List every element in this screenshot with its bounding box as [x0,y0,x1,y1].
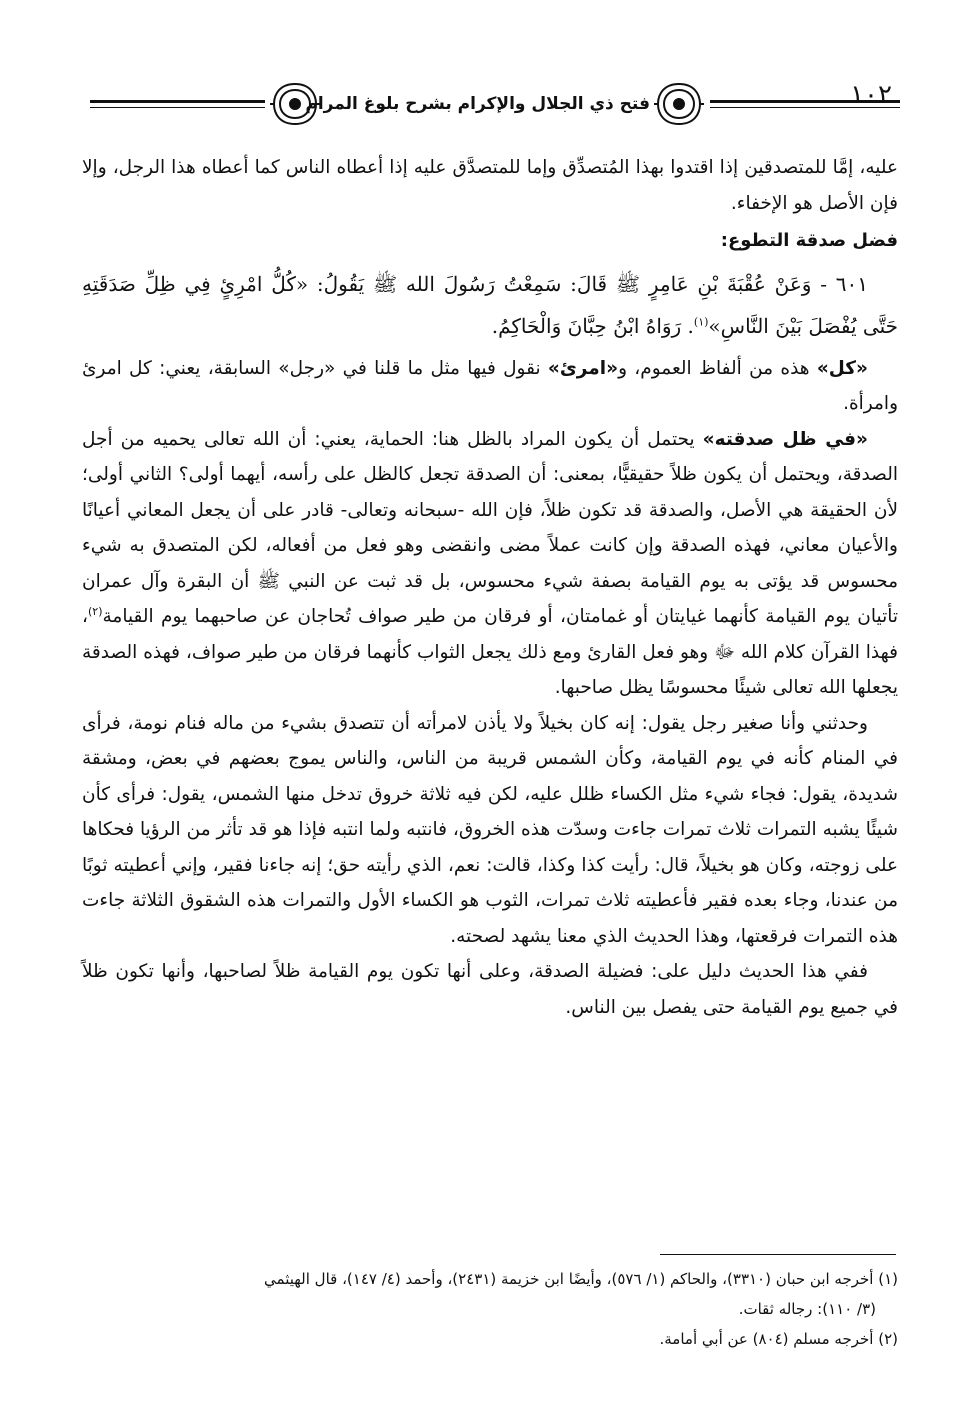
footnote-ref-2[interactable]: (٢) [87,604,103,618]
main-text [82,150,898,1025]
footnote-1-continued: (٣/ ١١٠): رجاله ثقات. [738,1300,876,1318]
paragraph-shade [82,422,898,706]
intro-paragraph: عليه، إمَّا للمتصدقين إذا اقتدوا بهذا المُتصدِّق وإما للمتصدَّق عليه إذا أعطاه الناس كما أعطاه هذا الرجل، وإلا فإن الأصل هو الإخفاء. [82,157,898,214]
hadith-paragraph [82,263,898,347]
ornament-icon [654,80,704,128]
term-kull: «كل» [816,357,868,379]
footnote-1: (١) أخرجه ابن حبان (٣٣١٠)، والحاكم (١/ ٥٧٦)، وأيضًا ابن خزيمة (٢٤٣١)، وأحمد (٤/ ١٤٧)، قال الهيثمي [264,1270,898,1288]
page-number: ١٠٢ [850,80,892,110]
ornament-icon [270,80,320,128]
paragraph-conclusion: ففي هذا الحديث دليل على: فضيلة الصدقة، وعلى أنها تكون يوم القيامة ظلاً لصاحبها، وأنها تكون ظلاً في جميع يوم القيامة حتى يفصل بين الناس. [82,961,898,1018]
hadith-text: وَعَنْ عُقْبَةَ بْنِ عَامِرٍ ﷺ قَالَ: سَمِعْتُ رَسُولَ الله ﷺ يَقُولُ: «كُلُّ امْرِئٍ فِي ظِلِّ صَدَقَتِهِ حَتَّى يُفْصَلَ بَيْنَ النَّاسِ» [82,271,898,338]
paragraph-story: وحدثني وأنا صغير رجل يقول: إنه كان بخيلاً ولا يأذن لامرأته أن تتصدق بشيء من ماله فنام نومة، فرأى في المنام كأنه في يوم القيامة، وكأن الشمس قريبة من الناس، والناس يموج بعضهم في بعض، ومشقة شديدة، يقول: فجاء شيء مثل الكساء ظلل عليه، لكن فيه ثلاثة خروق تدخل منها الشمس، يقول: فرأى كأن شيئًا يشبه التمرات ثلاث تمرات جاءت وسدّت هذه الخروق، فانتبه ولما انتبه فإذا هو قد تأثر من الرؤيا فحكاها على زوجته، وكان هو بخيلاً، قال: رأيت كذا وكذا، قالت: نعم، الذي رأيته حق؛ إنه جاءنا فقير، وإني أعطيته ثوبًا من عندنا، وجاء بعده فقير فأعطيته ثلاث تمرات، الثوب هو الكساء الأول والتمرات هذه الشقوق الثلاثة جاءت هذه التمرات فرقعتها، وهذا الحديث الذي معنا يشهد لصحته. [82,712,898,947]
footnotes [82,1264,898,1354]
paragraph-text: نقول فيها مثل ما قلنا في «رجل» السابقة، يعني: كل امرئ وامرأة. [82,357,898,414]
hadith-number: ٦٠١ - [820,271,869,296]
footnote-ref-1[interactable]: (١) [693,314,709,328]
footnote-divider [660,1254,896,1255]
page-header [80,70,900,140]
term-shade: «في ظل صدقته» [702,428,868,450]
paragraph-text: يحتمل أن يكون المراد بالظل هنا: الحماية، يعني: أن الله تعالى يحميه من أجل الصدقة، ويحتمل أن يكون ظلاً حقيقيًّا، بمعنى: أن الصدقة تجعل كالظل على رأسه، أيهما أولى؟ الثاني أولى؛ لأن الحقيقة هي الأصل، والصدقة قد تكون ظلاً، فإن الله -سبحانه وتعالى- قادر على أن يجعل المعاني أعيانًا والأعيان معاني، فهذه الصدقة وإن كانت عملاً مضى وانقضى وهو فعل من أفعاله، لكن المتصدق به شيء محسوس قد يؤتى به يوم القيامة بصفة شيء محسوس، بل قد ثبت عن النبي ﷺ أن البقرة وآل عمران تأتيان يوم القيامة كأنهما غيايتان أو غمامتان، أو فرقان من طير صواف تُحاجان عن صاحبهما يوم القيامة [82,428,898,627]
paragraph-text: هذه من ألفاظ العموم، و [618,357,817,379]
running-title: فتح ذي الجلال والإكرام بشرح بلوغ المرام [305,94,650,114]
footnote-2: (٢) أخرجه مسلم (٨٠٤) عن أبي أمامة. [659,1330,898,1348]
hadith-tail: . رَوَاهُ ابْنُ حِبَّانَ وَالْحَاكِمُ. [491,313,694,338]
paragraph-kull [82,351,898,422]
header-rule-right [710,100,900,103]
term-imri: «امرئ» [547,357,619,379]
section-heading: فضل صدقة التطوع: [720,230,898,251]
paragraph-text: ، فهذا القرآن كلام الله ﷻ وهو فعل القارئ ومع ذلك يجعل الثواب كأنهما فرقان من طير صواف، فهذه الصدقة يجعلها الله تعالى شيئًا محسوسًا يظل صاحبها. [82,606,898,698]
header-rule-left [90,100,265,103]
